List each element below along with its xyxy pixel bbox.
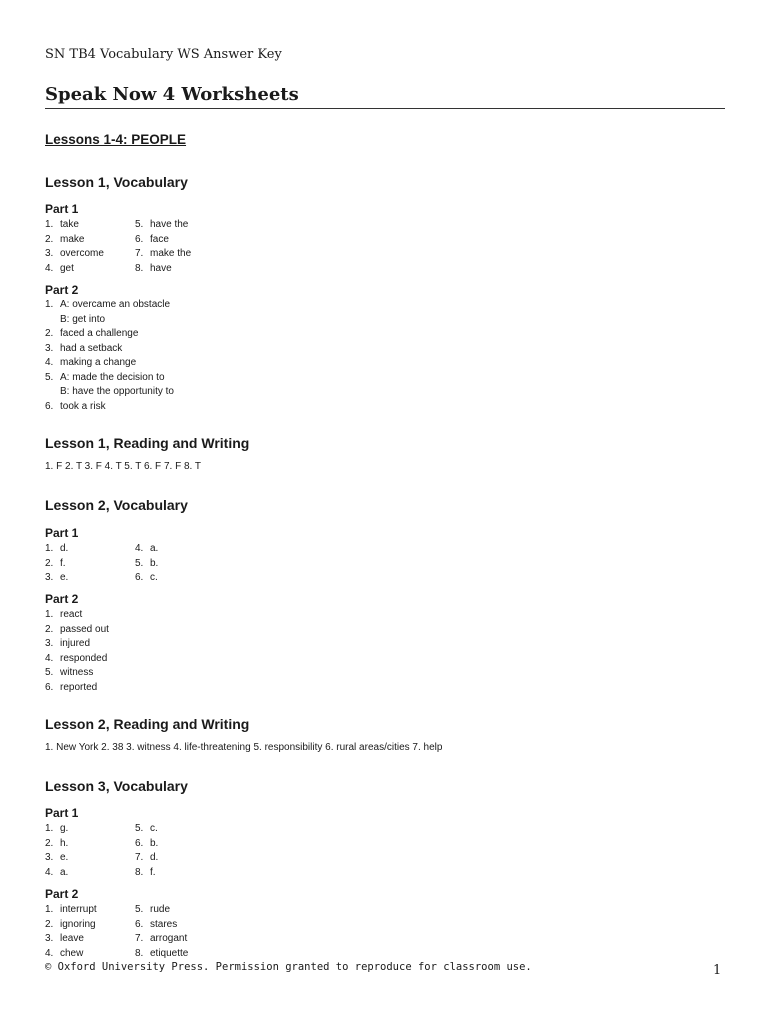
l3v-part2-title: Part 2 xyxy=(45,887,79,901)
list-item: 1. react xyxy=(45,609,83,620)
list-item: 4. responded xyxy=(45,652,108,664)
lesson-1-vocabulary-title: Lesson 1, Vocabulary xyxy=(45,174,188,190)
running-header: SN TB4 Vocabulary WS Answer Key xyxy=(45,47,282,62)
list-item: 3. injured xyxy=(45,638,91,649)
page-number: 1 xyxy=(713,963,722,978)
list-item: 3. leave xyxy=(45,933,84,944)
l1v-part1-col2 xyxy=(135,218,191,276)
list-item: 4. a. xyxy=(135,543,159,554)
list-item: 4. get xyxy=(45,262,74,274)
title-rule xyxy=(45,108,725,109)
unit-title: Lessons 1-4: PEOPLE xyxy=(45,132,187,147)
list-item: 3. overcome xyxy=(45,248,104,259)
list-item: 1. A: overcame an obstacle xyxy=(45,299,171,310)
list-item: 5. A: made the decision to xyxy=(45,371,165,383)
list-item: 5. rude xyxy=(135,904,171,915)
l3v-part1-list xyxy=(45,822,345,880)
list-item: 2. faced a challenge xyxy=(45,328,139,339)
list-item: 4. making a change xyxy=(45,357,137,368)
l2v-part1-col1 xyxy=(45,542,345,586)
l3v-part1-title: Part 1 xyxy=(45,806,79,820)
list-item: 3. e. xyxy=(45,852,69,863)
list-item: 5. have the xyxy=(135,219,189,230)
l2v-part2-list xyxy=(45,608,345,695)
list-item: 6. b. xyxy=(135,837,159,849)
list-item: B: have the opportunity to xyxy=(60,386,174,397)
document-title: Speak Now 4 Worksheets xyxy=(45,84,299,105)
list-item: 7. d. xyxy=(135,852,159,863)
copyright-footer: © Oxford University Press. Permission granted to reproduce for classroom use. xyxy=(45,961,532,973)
l2v-part1-list xyxy=(45,542,345,586)
list-item: 8. etiquette xyxy=(135,947,189,959)
list-item: B: get into xyxy=(60,313,106,325)
list-item: 3. e. xyxy=(45,572,69,583)
list-item: 6. stares xyxy=(135,918,178,930)
lesson-1-reading-writing-title: Lesson 1, Reading and Writing xyxy=(45,435,250,451)
l2v-part1-title: Part 1 xyxy=(45,526,79,540)
l1v-part1-col1 xyxy=(45,218,345,276)
list-item: 2. ignoring xyxy=(45,918,96,930)
lesson-2-reading-writing-title: Lesson 2, Reading and Writing xyxy=(45,716,250,732)
list-item: 2. f. xyxy=(45,557,66,569)
list-item: 5. c. xyxy=(135,823,158,834)
document-page xyxy=(45,0,725,1024)
list-item: 3. had a setback xyxy=(45,342,123,354)
list-item: 6. took a risk xyxy=(45,400,106,412)
l2rw-answers: 1. New York 2. 38 3. witness 4. life-threatening 5. responsibility 6. rural areas/cities 7. help xyxy=(45,742,443,753)
list-item: 2. make xyxy=(45,233,85,245)
l2v-part1-col2 xyxy=(135,542,158,586)
lesson-2-vocabulary-title: Lesson 2, Vocabulary xyxy=(45,497,188,513)
list-item: 6. c. xyxy=(135,572,158,583)
l3v-part1-col2 xyxy=(135,822,158,880)
l1v-part1-title: Part 1 xyxy=(45,202,79,216)
l3v-part2-col1 xyxy=(45,903,345,961)
list-item: 8. have xyxy=(135,262,172,274)
l1rw-answers: 1. F 2. T 3. F 4. T 5. T 6. F 7. F 8. T xyxy=(45,461,201,472)
list-item: 7. make the xyxy=(135,248,192,259)
l3v-part2-list xyxy=(45,903,345,961)
list-item: 5. witness xyxy=(45,667,94,678)
l1v-part1-list xyxy=(45,218,345,276)
l2v-part2-title: Part 2 xyxy=(45,592,79,606)
list-item: 2. passed out xyxy=(45,623,109,635)
list-item: 1. take xyxy=(45,219,79,230)
list-item: 4. chew xyxy=(45,947,84,959)
l1v-part2-title: Part 2 xyxy=(45,283,79,297)
l3v-part2-col2 xyxy=(135,903,188,961)
list-item: 6. face xyxy=(135,233,169,245)
lesson-3-vocabulary-title: Lesson 3, Vocabulary xyxy=(45,778,188,794)
list-item: 4. a. xyxy=(45,866,69,878)
l1v-part2-list xyxy=(45,298,345,414)
list-item: 1. interrupt xyxy=(45,904,97,915)
list-item: 7. arrogant xyxy=(135,933,188,944)
list-item: 6. reported xyxy=(45,681,98,693)
list-item: 2. h. xyxy=(45,837,69,849)
l3v-part1-col1 xyxy=(45,822,345,880)
list-item: 5. b. xyxy=(135,557,159,569)
list-item: 1. g. xyxy=(45,823,69,834)
list-item: 1. d. xyxy=(45,543,69,554)
list-item: 8. f. xyxy=(135,866,156,878)
